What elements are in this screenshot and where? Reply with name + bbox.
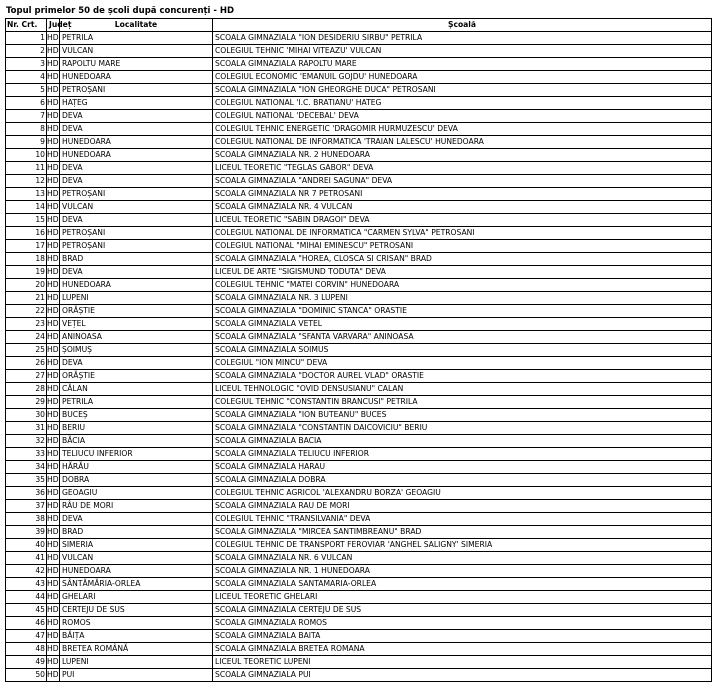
table-row: [6, 97, 712, 110]
cell-scoala[interactable]: SCOALA GIMNAZIALA NR. 2 HUNEDOARA: [213, 149, 712, 162]
table-row: [6, 32, 712, 45]
cell-scoala[interactable]: LICEUL TEORETIC GHELARI: [213, 591, 712, 604]
cell-localitate[interactable]: HUNEDOARA: [60, 71, 213, 84]
cell-localitate[interactable]: HUNEDOARA: [60, 149, 213, 162]
table-row: [6, 227, 712, 240]
table-row: [6, 630, 712, 643]
cell-localitate[interactable]: BRAD: [60, 526, 213, 539]
cell-nr-crt[interactable]: 21: [6, 292, 47, 305]
cell-scoala[interactable]: SCOALA GIMNAZIALA "SFANTA VARVARA" ANINOASA: [213, 331, 712, 344]
cell-localitate[interactable]: CĂLAN: [60, 383, 213, 396]
table-row: [6, 370, 712, 383]
cell-judet[interactable]: HD: [47, 344, 60, 357]
cell-judet[interactable]: HD: [47, 201, 60, 214]
cell-scoala[interactable]: LICEUL TEHNOLOGIC "OVID DENSUSIANU" CALAN: [213, 383, 712, 396]
table-row: [6, 396, 712, 409]
cell-scoala[interactable]: SCOALA GIMNAZIALA "ANDREI SAGUNA" DEVA: [213, 175, 712, 188]
cell-judet[interactable]: HD: [47, 279, 60, 292]
cell-nr-crt[interactable]: 14: [6, 201, 47, 214]
cell-nr-crt[interactable]: 30: [6, 409, 47, 422]
cell-nr-crt[interactable]: 16: [6, 227, 47, 240]
cell-localitate[interactable]: RÂU DE MORI: [60, 500, 213, 513]
cell-localitate[interactable]: ȘOIMUȘ: [60, 344, 213, 357]
cell-judet[interactable]: HD: [47, 552, 60, 565]
cell-judet[interactable]: HD: [47, 162, 60, 175]
cell-nr-crt[interactable]: 44: [6, 591, 47, 604]
cell-nr-crt[interactable]: 6: [6, 97, 47, 110]
cell-localitate[interactable]: DEVA: [60, 357, 213, 370]
cell-judet[interactable]: HD: [47, 474, 60, 487]
cell-nr-crt[interactable]: 34: [6, 461, 47, 474]
cell-localitate[interactable]: DEVA: [60, 110, 213, 123]
cell-judet[interactable]: HD: [47, 435, 60, 448]
cell-nr-crt[interactable]: 47: [6, 630, 47, 643]
cell-localitate[interactable]: BĂCIA: [60, 435, 213, 448]
cell-localitate[interactable]: PETROȘANI: [60, 84, 213, 97]
cell-scoala[interactable]: SCOALA GIMNAZIALA RAU DE MORI: [213, 500, 712, 513]
cell-scoala[interactable]: SCOALA GIMNAZIALA DOBRA: [213, 474, 712, 487]
cell-nr-crt[interactable]: 39: [6, 526, 47, 539]
cell-scoala[interactable]: SCOALA GIMNAZIALA PUI: [213, 669, 712, 682]
cell-scoala[interactable]: SCOALA GIMNAZIALA "DOCTOR AUREL VLAD" ORASTIE: [213, 370, 712, 383]
cell-scoala[interactable]: COLEGIUL TEHNIC AGRICOL 'ALEXANDRU BORZA' GEOAGIU: [213, 487, 712, 500]
cell-localitate[interactable]: ANINOASA: [60, 331, 213, 344]
cell-localitate[interactable]: PETROȘANI: [60, 240, 213, 253]
cell-judet[interactable]: HD: [47, 266, 60, 279]
cell-nr-crt[interactable]: 20: [6, 279, 47, 292]
cell-judet[interactable]: HD: [47, 71, 60, 84]
sheet-title: Topul primelor 50 de școli după concurenți - HD: [6, 6, 235, 16]
cell-localitate[interactable]: BERIU: [60, 422, 213, 435]
cell-judet[interactable]: HD: [47, 175, 60, 188]
table-row: [6, 435, 712, 448]
cell-nr-crt[interactable]: 45: [6, 604, 47, 617]
cell-scoala[interactable]: SCOALA GIMNAZIALA SANTAMARIA-ORLEA: [213, 578, 712, 591]
cell-scoala[interactable]: SCOALA GIMNAZIALA NR. 1 HUNEDOARA: [213, 565, 712, 578]
cell-scoala[interactable]: SCOALA GIMNAZIALA BACIA: [213, 435, 712, 448]
cell-judet[interactable]: HD: [47, 526, 60, 539]
table-row: [6, 162, 712, 175]
cell-judet[interactable]: HD: [47, 370, 60, 383]
cell-scoala[interactable]: SCOALA GIMNAZIALA NR. 4 VULCAN: [213, 201, 712, 214]
cell-nr-crt[interactable]: 2: [6, 45, 47, 58]
cell-scoala[interactable]: COLEGIUL NATIONAL "MIHAI EMINESCU" PETROSANI: [213, 240, 712, 253]
table-row: [6, 45, 712, 58]
cell-nr-crt[interactable]: 12: [6, 175, 47, 188]
table-row: [6, 552, 712, 565]
cell-judet[interactable]: HD: [47, 227, 60, 240]
cell-nr-crt[interactable]: 3: [6, 58, 47, 71]
cell-scoala[interactable]: COLEGIUL NATIONAL 'DECEBAL' DEVA: [213, 110, 712, 123]
table-row: [6, 84, 712, 97]
cell-localitate[interactable]: HUNEDOARA: [60, 279, 213, 292]
table-row: [6, 58, 712, 71]
table-row: [6, 214, 712, 227]
table-row: [6, 240, 712, 253]
cell-nr-crt[interactable]: 38: [6, 513, 47, 526]
cell-scoala[interactable]: SCOALA GIMNAZIALA "ION BUTEANU" BUCES: [213, 409, 712, 422]
cell-localitate[interactable]: PETROȘANI: [60, 188, 213, 201]
table-row: [6, 526, 712, 539]
cell-localitate[interactable]: VULCAN: [60, 45, 213, 58]
table-row: [6, 539, 712, 552]
cell-nr-crt[interactable]: 46: [6, 617, 47, 630]
cell-judet[interactable]: HD: [47, 591, 60, 604]
cell-judet[interactable]: HD: [47, 513, 60, 526]
table-row: [6, 578, 712, 591]
cell-scoala[interactable]: COLEGIUL TEHNIC "MATEI CORVIN" HUNEDOARA: [213, 279, 712, 292]
table-body: [6, 32, 712, 682]
cell-scoala[interactable]: SCOALA GIMNAZIALA VETEL: [213, 318, 712, 331]
table-row: [6, 604, 712, 617]
cell-nr-crt[interactable]: 32: [6, 435, 47, 448]
cell-localitate[interactable]: RAPOLTU MARE: [60, 58, 213, 71]
table-row: [6, 487, 712, 500]
cell-nr-crt[interactable]: 43: [6, 578, 47, 591]
cell-nr-crt[interactable]: 42: [6, 565, 47, 578]
cell-localitate[interactable]: PETROȘANI: [60, 227, 213, 240]
cell-nr-crt[interactable]: 24: [6, 331, 47, 344]
cell-nr-crt[interactable]: 10: [6, 149, 47, 162]
table-header: [6, 19, 712, 32]
cell-judet[interactable]: HD: [47, 643, 60, 656]
cell-scoala[interactable]: COLEGIUL NATIONAL DE INFORMATICA 'TRAIAN LALESCU' HUNEDOARA: [213, 136, 712, 149]
cell-judet[interactable]: HD: [47, 383, 60, 396]
cell-judet[interactable]: HD: [47, 214, 60, 227]
cell-judet[interactable]: HD: [47, 357, 60, 370]
cell-scoala[interactable]: SCOALA GIMNAZIALA "HOREA, CLOSCA SI CRISAN" BRAD: [213, 253, 712, 266]
cell-nr-crt[interactable]: 9: [6, 136, 47, 149]
table-row: [6, 500, 712, 513]
cell-localitate[interactable]: SÂNTĂMĂRIA-ORLEA: [60, 578, 213, 591]
cell-judet[interactable]: HD: [47, 331, 60, 344]
cell-scoala[interactable]: COLEGIUL ECONOMIC 'EMANUIL GOJDU' HUNEDOARA: [213, 71, 712, 84]
cell-nr-crt[interactable]: 41: [6, 552, 47, 565]
cell-scoala[interactable]: SCOALA GIMNAZIALA CERTEJU DE SUS: [213, 604, 712, 617]
cell-nr-crt[interactable]: 31: [6, 422, 47, 435]
table-row: [6, 617, 712, 630]
cell-localitate[interactable]: ORĂȘTIE: [60, 305, 213, 318]
cell-localitate[interactable]: DEVA: [60, 513, 213, 526]
cell-localitate[interactable]: TELIUCU INFERIOR: [60, 448, 213, 461]
table-row: [6, 123, 712, 136]
cell-scoala[interactable]: SCOALA GIMNAZIALA RAPOLTU MARE: [213, 58, 712, 71]
column-header-judet[interactable]: Județ: [47, 19, 60, 32]
cell-scoala[interactable]: SCOALA GIMNAZIALA "DOMINIC STANCA" ORASTIE: [213, 305, 712, 318]
cell-judet[interactable]: HD: [47, 669, 60, 682]
cell-scoala[interactable]: COLEGIUL TEHNIC "CONSTANTIN BRANCUSI" PETRILA: [213, 396, 712, 409]
cell-judet[interactable]: HD: [47, 578, 60, 591]
cell-judet[interactable]: HD: [47, 487, 60, 500]
cell-scoala[interactable]: SCOALA GIMNAZIALA BAITA: [213, 630, 712, 643]
spreadsheet-sheet: [5, 4, 711, 682]
table-row: [6, 71, 712, 84]
table-row: [6, 175, 712, 188]
cell-judet[interactable]: HD: [47, 409, 60, 422]
cell-scoala[interactable]: COLEGIUL NATIONAL 'I.C. BRATIANU' HATEG: [213, 97, 712, 110]
cell-judet[interactable]: HD: [47, 110, 60, 123]
cell-localitate[interactable]: SIMERIA: [60, 539, 213, 552]
table-row: [6, 461, 712, 474]
cell-judet[interactable]: HD: [47, 617, 60, 630]
column-header-localitate[interactable]: Localitate: [60, 19, 213, 32]
cell-localitate[interactable]: BRETEA ROMÂNĂ: [60, 643, 213, 656]
table-row: [6, 591, 712, 604]
cell-judet[interactable]: HD: [47, 149, 60, 162]
cell-localitate[interactable]: PETRILA: [60, 396, 213, 409]
cell-scoala[interactable]: SCOALA GIMNAZIALA NR. 3 LUPENI: [213, 292, 712, 305]
header-row: [6, 19, 712, 32]
cell-judet[interactable]: HD: [47, 123, 60, 136]
cell-localitate[interactable]: GHELARI: [60, 591, 213, 604]
schools-table: [5, 18, 712, 682]
cell-scoala[interactable]: LICEUL TEORETIC "TEGLAS GABOR" DEVA: [213, 162, 712, 175]
cell-scoala[interactable]: SCOALA GIMNAZIALA HARAU: [213, 461, 712, 474]
cell-nr-crt[interactable]: 48: [6, 643, 47, 656]
cell-nr-crt[interactable]: 26: [6, 357, 47, 370]
cell-scoala[interactable]: SCOALA GIMNAZIALA ROMOS: [213, 617, 712, 630]
cell-scoala[interactable]: COLEGIUL TEHNIC DE TRANSPORT FEROVIAR 'ANGHEL SALIGNY' SIMERIA: [213, 539, 712, 552]
cell-judet[interactable]: HD: [47, 253, 60, 266]
cell-nr-crt[interactable]: 7: [6, 110, 47, 123]
cell-scoala[interactable]: SCOALA GIMNAZIALA NR 7 PETROSANI: [213, 188, 712, 201]
table-row: [6, 409, 712, 422]
cell-judet[interactable]: HD: [47, 422, 60, 435]
table-row: [6, 513, 712, 526]
cell-judet[interactable]: HD: [47, 32, 60, 45]
cell-nr-crt[interactable]: 11: [6, 162, 47, 175]
cell-scoala[interactable]: COLEGIUL TEHNIC ENERGETIC 'DRAGOMIR HURMUZESCU' DEVA: [213, 123, 712, 136]
cell-scoala[interactable]: COLEGIUL "ION MINCU" DEVA: [213, 357, 712, 370]
cell-localitate[interactable]: BUCEȘ: [60, 409, 213, 422]
cell-localitate[interactable]: DEVA: [60, 123, 213, 136]
table-row: [6, 188, 712, 201]
cell-judet[interactable]: HD: [47, 500, 60, 513]
table-row: [6, 266, 712, 279]
cell-judet[interactable]: HD: [47, 84, 60, 97]
table-row: [6, 305, 712, 318]
cell-nr-crt[interactable]: 35: [6, 474, 47, 487]
table-row: [6, 201, 712, 214]
table-row: [6, 292, 712, 305]
cell-scoala[interactable]: SCOALA GIMNAZIALA BRETEA ROMANA: [213, 643, 712, 656]
cell-localitate[interactable]: GEOAGIU: [60, 487, 213, 500]
cell-nr-crt[interactable]: 1: [6, 32, 47, 45]
cell-nr-crt[interactable]: 4: [6, 71, 47, 84]
cell-localitate[interactable]: HAȚEG: [60, 97, 213, 110]
cell-localitate[interactable]: ORĂȘTIE: [60, 370, 213, 383]
cell-scoala[interactable]: SCOALA GIMNAZIALA TELIUCU INFERIOR: [213, 448, 712, 461]
cell-judet[interactable]: HD: [47, 604, 60, 617]
cell-nr-crt[interactable]: 17: [6, 240, 47, 253]
cell-localitate[interactable]: VULCAN: [60, 552, 213, 565]
cell-judet[interactable]: HD: [47, 656, 60, 669]
cell-localitate[interactable]: HUNEDOARA: [60, 565, 213, 578]
table-row: [6, 669, 712, 682]
cell-localitate[interactable]: VEȚEL: [60, 318, 213, 331]
cell-localitate[interactable]: HUNEDOARA: [60, 136, 213, 149]
cell-judet[interactable]: HD: [47, 240, 60, 253]
cell-judet[interactable]: HD: [47, 136, 60, 149]
cell-nr-crt[interactable]: 27: [6, 370, 47, 383]
table-row: [6, 253, 712, 266]
table-row: [6, 448, 712, 461]
cell-localitate[interactable]: VULCAN: [60, 201, 213, 214]
cell-judet[interactable]: HD: [47, 58, 60, 71]
cell-nr-crt[interactable]: 49: [6, 656, 47, 669]
column-header-nr-crt[interactable]: Nr. Crt.: [6, 19, 47, 32]
table-row: [6, 344, 712, 357]
column-header-scoala[interactable]: Școală: [213, 19, 712, 32]
table-row: [6, 136, 712, 149]
cell-scoala[interactable]: COLEGIUL TEHNIC 'MIHAI VITEAZU' VULCAN: [213, 45, 712, 58]
cell-nr-crt[interactable]: 25: [6, 344, 47, 357]
cell-scoala[interactable]: SCOALA GIMNAZIALA SOIMUS: [213, 344, 712, 357]
cell-nr-crt[interactable]: 23: [6, 318, 47, 331]
cell-scoala[interactable]: SCOALA GIMNAZIALA "ION GHEORGHE DUCA" PETROSANI: [213, 84, 712, 97]
cell-nr-crt[interactable]: 40: [6, 539, 47, 552]
table-row: [6, 110, 712, 123]
table-row: [6, 331, 712, 344]
cell-nr-crt[interactable]: 5: [6, 84, 47, 97]
cell-judet[interactable]: HD: [47, 292, 60, 305]
cell-scoala[interactable]: COLEGIUL TEHNIC "TRANSILVANIA" DEVA: [213, 513, 712, 526]
cell-localitate[interactable]: DEVA: [60, 214, 213, 227]
cell-scoala[interactable]: SCOALA GIMNAZIALA NR. 6 VULCAN: [213, 552, 712, 565]
cell-scoala[interactable]: SCOALA GIMNAZIALA "MIRCEA SANTIMBREANU" BRAD: [213, 526, 712, 539]
cell-nr-crt[interactable]: 19: [6, 266, 47, 279]
cell-localitate[interactable]: BĂIȚA: [60, 630, 213, 643]
cell-scoala[interactable]: LICEUL DE ARTE "SIGISMUND TODUTA" DEVA: [213, 266, 712, 279]
cell-nr-crt[interactable]: 15: [6, 214, 47, 227]
cell-nr-crt[interactable]: 18: [6, 253, 47, 266]
table-row: [6, 357, 712, 370]
cell-scoala[interactable]: SCOALA GIMNAZIALA "CONSTANTIN DAICOVICIU" BERIU: [213, 422, 712, 435]
cell-localitate[interactable]: LUPENI: [60, 656, 213, 669]
cell-nr-crt[interactable]: 22: [6, 305, 47, 318]
cell-localitate[interactable]: ROMOS: [60, 617, 213, 630]
cell-judet[interactable]: HD: [47, 97, 60, 110]
cell-judet[interactable]: HD: [47, 461, 60, 474]
table-row: [6, 149, 712, 162]
cell-localitate[interactable]: HĂRĂU: [60, 461, 213, 474]
cell-nr-crt[interactable]: 36: [6, 487, 47, 500]
cell-nr-crt[interactable]: 37: [6, 500, 47, 513]
table-row: [6, 422, 712, 435]
cell-nr-crt[interactable]: 8: [6, 123, 47, 136]
cell-localitate[interactable]: DOBRA: [60, 474, 213, 487]
cell-localitate[interactable]: DEVA: [60, 175, 213, 188]
cell-judet[interactable]: HD: [47, 318, 60, 331]
cell-scoala[interactable]: SCOALA GIMNAZIALA "ION DESIDERIU SIRBU" PETRILA: [213, 32, 712, 45]
table-row: [6, 318, 712, 331]
table-row: [6, 279, 712, 292]
cell-scoala[interactable]: LICEUL TEORETIC "SABIN DRAGOI" DEVA: [213, 214, 712, 227]
cell-localitate[interactable]: BRAD: [60, 253, 213, 266]
cell-localitate[interactable]: PUI: [60, 669, 213, 682]
cell-judet[interactable]: HD: [47, 396, 60, 409]
cell-nr-crt[interactable]: 28: [6, 383, 47, 396]
cell-judet[interactable]: HD: [47, 305, 60, 318]
table-row: [6, 656, 712, 669]
cell-nr-crt[interactable]: 13: [6, 188, 47, 201]
cell-localitate[interactable]: LUPENI: [60, 292, 213, 305]
cell-localitate[interactable]: PETRILA: [60, 32, 213, 45]
cell-judet[interactable]: HD: [47, 188, 60, 201]
table-row: [6, 565, 712, 578]
table-row: [6, 474, 712, 487]
table-row: [6, 383, 712, 396]
cell-judet[interactable]: HD: [47, 45, 60, 58]
cell-judet[interactable]: HD: [47, 539, 60, 552]
cell-judet[interactable]: HD: [47, 630, 60, 643]
cell-nr-crt[interactable]: 29: [6, 396, 47, 409]
table-row: [6, 643, 712, 656]
cell-localitate[interactable]: CERTEJU DE SUS: [60, 604, 213, 617]
cell-judet[interactable]: HD: [47, 448, 60, 461]
cell-nr-crt[interactable]: 50: [6, 669, 47, 682]
cell-localitate[interactable]: DEVA: [60, 162, 213, 175]
cell-nr-crt[interactable]: 33: [6, 448, 47, 461]
cell-localitate[interactable]: DEVA: [60, 266, 213, 279]
cell-scoala[interactable]: COLEGIUL NATIONAL DE INFORMATICA "CARMEN SYLVA" PETROSANI: [213, 227, 712, 240]
cell-judet[interactable]: HD: [47, 565, 60, 578]
cell-scoala[interactable]: LICEUL TEORETIC LUPENI: [213, 656, 712, 669]
